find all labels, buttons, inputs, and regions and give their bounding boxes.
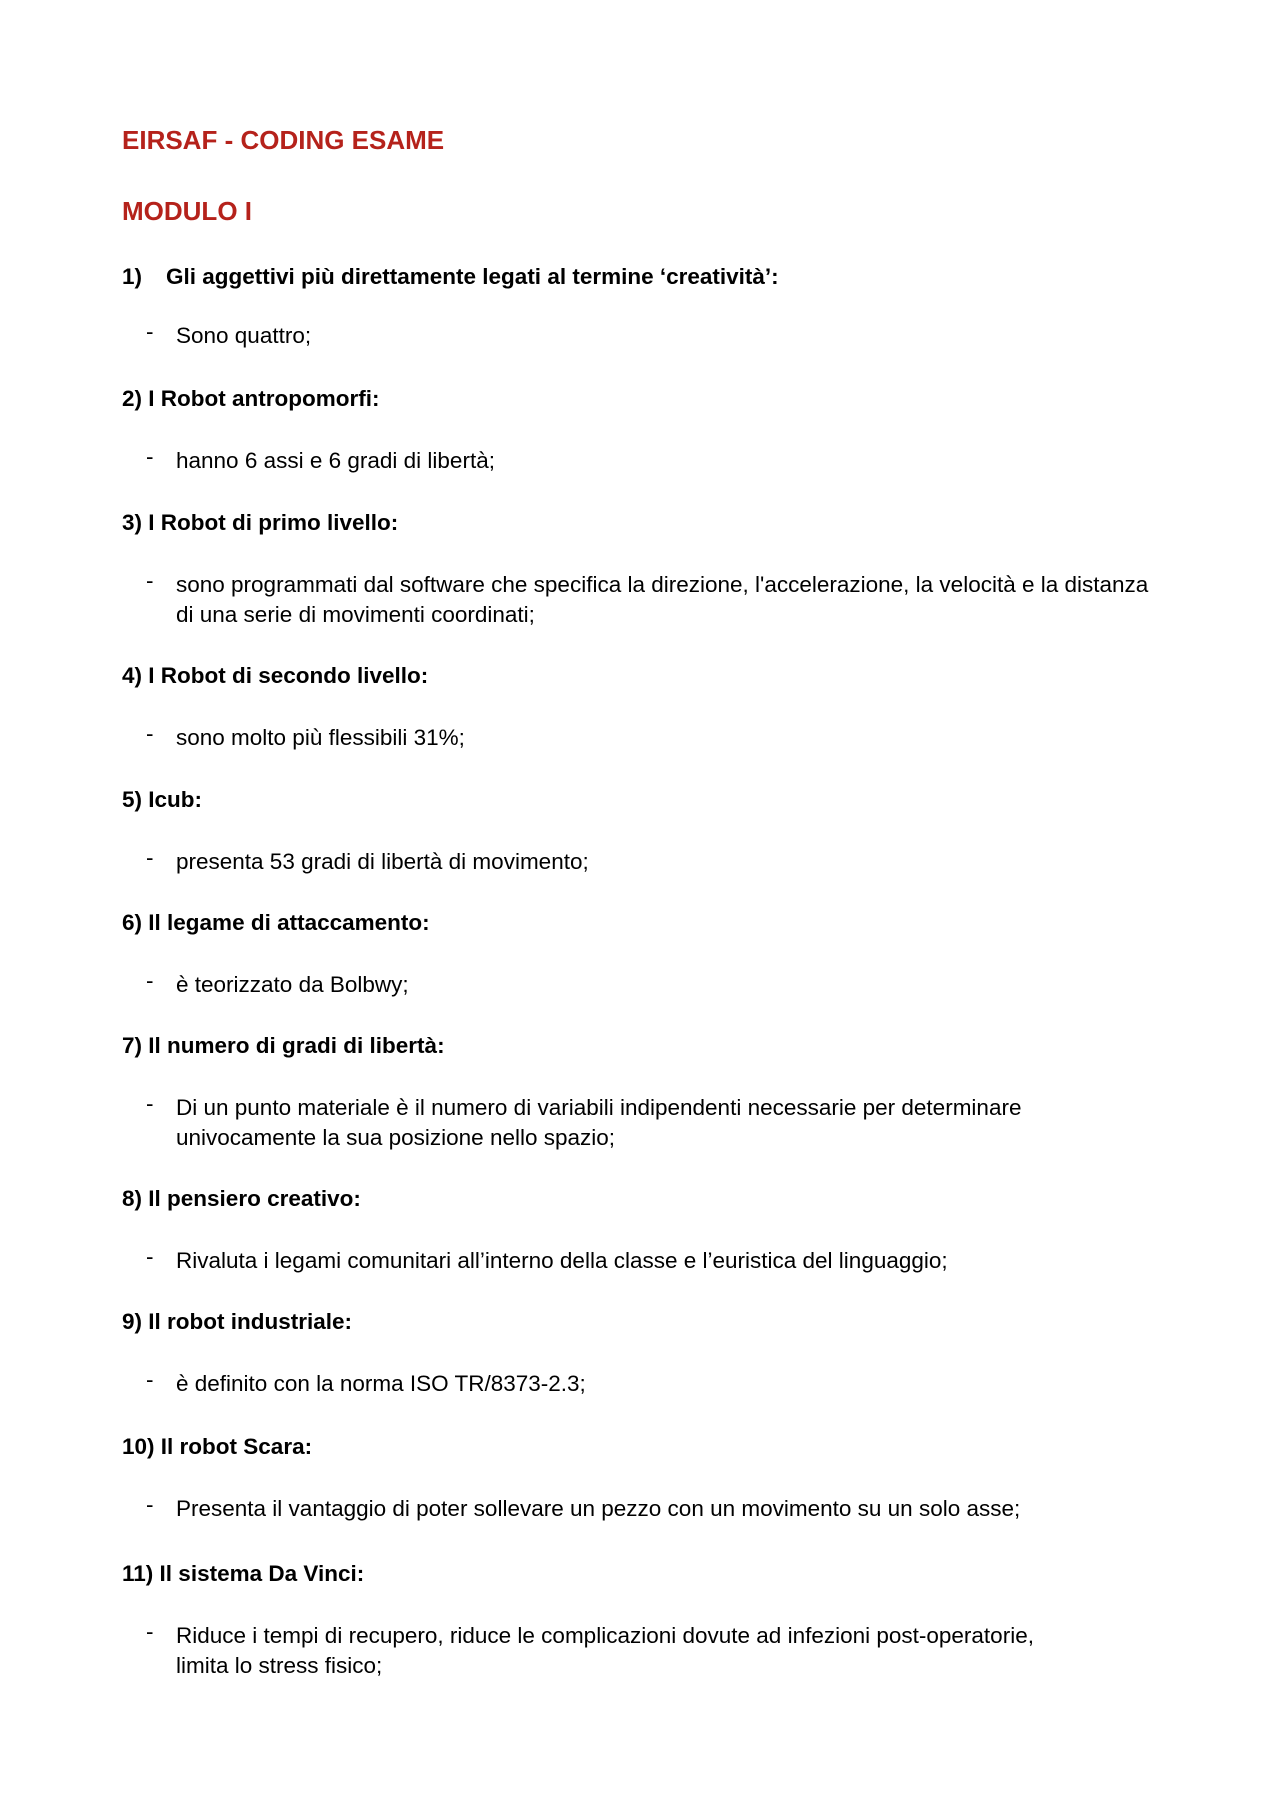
answer-item <box>146 1621 1076 1681</box>
list-marker: - <box>146 319 154 344</box>
question-title <box>122 785 202 815</box>
question-number: 6) <box>122 910 143 935</box>
question-title <box>122 262 779 292</box>
answer-item <box>146 570 1156 630</box>
question-title <box>122 1307 352 1337</box>
question-number: 7) <box>122 1033 143 1058</box>
answer-item <box>146 847 1156 877</box>
list-marker: - <box>146 1619 154 1644</box>
question-text: Il numero di gradi di libertà: <box>148 1033 445 1058</box>
answer-text: Presenta il vantaggio di poter sollevare un pezzo con un movimento su un solo asse; <box>176 1496 1021 1521</box>
answer-item <box>146 1369 1156 1399</box>
list-marker: - <box>146 1244 154 1269</box>
question-title <box>122 1559 364 1589</box>
answer-text: hanno 6 assi e 6 gradi di libertà; <box>176 448 495 473</box>
list-marker: - <box>146 845 154 870</box>
list-marker: - <box>146 1091 154 1116</box>
answer-text: Rivaluta i legami comunitari all’interno della classe e l’euristica del linguaggio; <box>176 1248 948 1273</box>
question-number: 1) <box>122 264 143 289</box>
answer-text: Riduce i tempi di recupero, riduce le complicazioni dovute ad infezioni post-operatorie, limita lo stress fisico; <box>176 1623 1034 1678</box>
question-number: 5) <box>122 787 143 812</box>
answer-text: sono molto più flessibili 31%; <box>176 725 465 750</box>
question-title <box>122 908 430 938</box>
list-marker: - <box>146 444 154 469</box>
list-marker: - <box>146 568 154 593</box>
question-text: Il pensiero creativo: <box>148 1186 361 1211</box>
question-text: Il robot Scara: <box>160 1434 313 1459</box>
section-title: MODULO I <box>122 196 252 226</box>
answer-text: è teorizzato da Bolbwy; <box>176 972 409 997</box>
question-text: Gli aggettivi più direttamente legati al termine ‘creatività’: <box>166 264 779 289</box>
question-title <box>122 661 428 691</box>
question-number: 10) <box>122 1434 155 1459</box>
question-number: 9) <box>122 1309 143 1334</box>
question-title <box>122 1432 312 1462</box>
answer-item <box>146 1093 1156 1153</box>
question-text: I Robot di secondo livello: <box>148 663 429 688</box>
question-number: 2) <box>122 386 143 411</box>
question-number: 4) <box>122 663 143 688</box>
answer-text: Sono quattro; <box>176 323 312 348</box>
answer-item <box>146 723 1156 753</box>
document-title: EIRSAF - CODING ESAME <box>122 125 445 155</box>
question-number: 11) <box>122 1561 154 1586</box>
question-text: I Robot di primo livello: <box>148 510 399 535</box>
list-marker: - <box>146 1492 154 1517</box>
question-title <box>122 1031 445 1061</box>
question-text: Icub: <box>148 787 203 812</box>
answer-item <box>146 970 1156 1000</box>
question-title <box>122 508 398 538</box>
question-text: Il legame di attaccamento: <box>148 910 430 935</box>
answer-text: presenta 53 gradi di libertà di movimento; <box>176 849 589 874</box>
list-marker: - <box>146 1367 154 1392</box>
list-marker: - <box>146 721 154 746</box>
question-number: 8) <box>122 1186 143 1211</box>
answer-text: Di un punto materiale è il numero di variabili indipendenti necessarie per determinare univocamente la sua posizione nello spazio; <box>176 1095 1022 1150</box>
list-marker: - <box>146 968 154 993</box>
answer-text: sono programmati dal software che specifica la direzione, l'accelerazione, la velocità e la distanza di una serie di movimenti coordinati; <box>176 572 1149 627</box>
question-text: Il sistema Da Vinci: <box>159 1561 365 1586</box>
question-text: Il robot industriale: <box>148 1309 353 1334</box>
question-text: I Robot antropomorfi: <box>148 386 380 411</box>
question-title <box>122 1184 361 1214</box>
question-number: 3) <box>122 510 143 535</box>
answer-text: è definito con la norma ISO TR/8373-2.3; <box>176 1371 586 1396</box>
answer-item <box>146 1494 1156 1524</box>
answer-item <box>146 446 1156 476</box>
question-title <box>122 384 380 414</box>
answer-item <box>146 1246 1156 1276</box>
answer-item <box>146 321 1156 351</box>
